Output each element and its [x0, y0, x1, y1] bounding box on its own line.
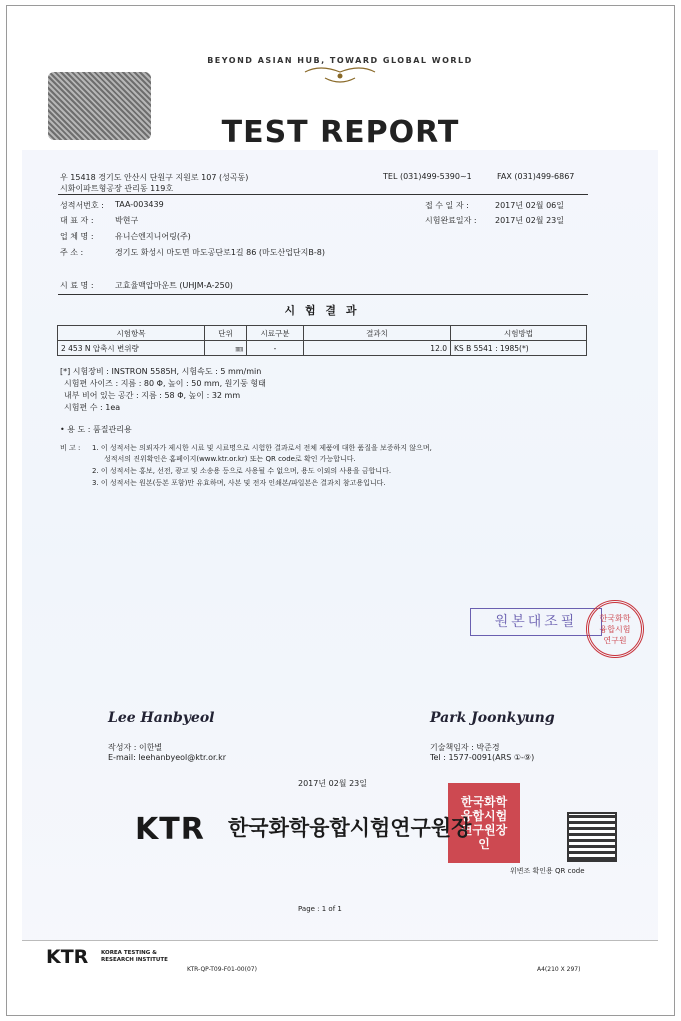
header-result: 결과치 — [304, 326, 451, 341]
completed-label: 시험완료일자 : — [425, 216, 477, 225]
header-unit: 단위 — [205, 326, 247, 341]
approver-tel: Tel : 1577-0091(ARS ①-⑨) — [430, 753, 535, 762]
cell-sample: - — [247, 341, 304, 356]
results-table — [57, 325, 587, 356]
remark-3: 3. 이 성적서는 원본(등본 포함)만 유효하며, 사본 및 전자 인쇄본/파일본은 결과치 참고용입니다. — [92, 479, 386, 487]
issue-date: 2017년 02월 23일 — [298, 779, 367, 788]
footer-divider — [22, 940, 658, 941]
round-seal — [586, 600, 644, 658]
fax: FAX (031)499-6867 — [497, 172, 575, 181]
page-title: TEST REPORT — [221, 115, 460, 150]
form-code: KTR-QP-T09-F01-00(07) — [187, 966, 257, 973]
note-1: [*] 시험장비 : INSTRON 5585H, 시험속도 : 5 mm/min — [60, 367, 262, 376]
ktr-logo: KTR — [135, 812, 205, 847]
cell-item: 2 453 N 압축시 변위량 — [58, 341, 205, 356]
company-label: 업 체 명 : — [60, 232, 94, 241]
cell-unit: ㎜ — [205, 341, 247, 356]
divider — [58, 194, 588, 195]
note-2: 시험편 사이즈 : 지름 : 80 Φ, 높이 : 50 mm, 원기둥 형태 — [64, 379, 266, 388]
round-seal-text: 한국화학 융합시험 연구원 — [599, 613, 631, 645]
address-line-1: 우 15418 경기도 안산시 단원구 지원로 107 (성곡동) — [60, 173, 249, 182]
qr-code-icon — [567, 812, 617, 862]
tel: TEL (031)499-5390~1 — [383, 172, 472, 181]
addr-label: 주 소 : — [60, 248, 84, 257]
completed-value: 2017년 02월 23일 — [495, 216, 564, 225]
rep-value: 박현구 — [115, 216, 139, 225]
approver-label: 기술책임자 : 박준경 — [430, 743, 500, 752]
cell-result: 12.0 — [304, 341, 451, 356]
footer-logo-sub: KOREA TESTING & RESEARCH INSTITUTE — [101, 950, 168, 963]
qr-caption: 위변조 확인용 QR code — [510, 867, 585, 875]
note-3: 내부 비어 있는 공간 : 지름 : 58 Φ, 높이 : 32 mm — [64, 391, 241, 400]
footer-logo: KTR — [46, 946, 89, 968]
original-copy-stamp: 원본대조필 — [470, 608, 602, 636]
divider — [58, 294, 588, 295]
sample-value: 고효율맥압마운트 (UHJM-A-250) — [115, 281, 233, 290]
remark-1: 1. 이 성적서는 의뢰자가 제시한 시료 및 시료명으로 시험한 결과로서 전체 제품에 대한 품질을 보증하지 않으며, — [92, 444, 432, 452]
table-header-row — [58, 326, 587, 341]
header-item: 시험항목 — [58, 326, 205, 341]
report-no-label: 성적서번호 : — [60, 201, 104, 210]
report-no: TAA-003439 — [115, 200, 164, 209]
table-row — [58, 341, 587, 356]
org-name: 한국화학융합시험연구원장 — [228, 816, 472, 840]
remark-1b: 성적서의 진위확인은 홈페이지(www.ktr.or.kr) 또는 QR code로 확인 가능합니다. — [104, 455, 356, 463]
writer-signature: Lee Hanbyeol — [108, 710, 215, 726]
remark-label: 비 고 : — [60, 444, 81, 452]
remark-2: 2. 이 성적서는 홍보, 선전, 광고 및 소송용 등으로 사용될 수 없으며, 용도 이외의 사용을 금합니다. — [92, 467, 392, 475]
approver-signature: Park Joonkyung — [430, 710, 555, 726]
ornament-icon — [300, 66, 380, 86]
note-4: 시험편 수 : 1ea — [64, 403, 121, 412]
header-sample: 시료구분 — [247, 326, 304, 341]
header-method: 시험방법 — [451, 326, 587, 341]
cell-method: KS B 5541 : 1985(*) — [451, 341, 587, 356]
received-label: 접 수 일 자 : — [425, 201, 469, 210]
sample-label: 시 료 명 : — [60, 281, 94, 290]
paper-size: A4(210 X 297) — [537, 966, 581, 973]
purpose: • 용 도 : 품질관리용 — [60, 425, 132, 434]
rep-label: 대 표 자 : — [60, 216, 94, 225]
received-value: 2017년 02월 06일 — [495, 201, 564, 210]
writer-email: E-mail: leehanbyeol@ktr.or.kr — [108, 753, 227, 762]
addr-value: 경기도 화성시 마도면 마도공단로1길 86 (마도산업단지B-8) — [115, 248, 325, 257]
red-seal-text: 한국화학융합시험연구원장인 — [460, 795, 508, 851]
page-number: Page : 1 of 1 — [298, 905, 342, 913]
writer-label: 작성자 : 이한별 — [108, 743, 163, 752]
company-value: 유니슨엔지니어링(주) — [115, 232, 191, 241]
address-line-2: 시화이파트형공장 관리동 119호 — [60, 184, 174, 193]
results-title: 시 험 결 과 — [284, 304, 360, 317]
slogan: BEYOND ASIAN HUB, TOWARD GLOBAL WORLD — [207, 56, 473, 65]
